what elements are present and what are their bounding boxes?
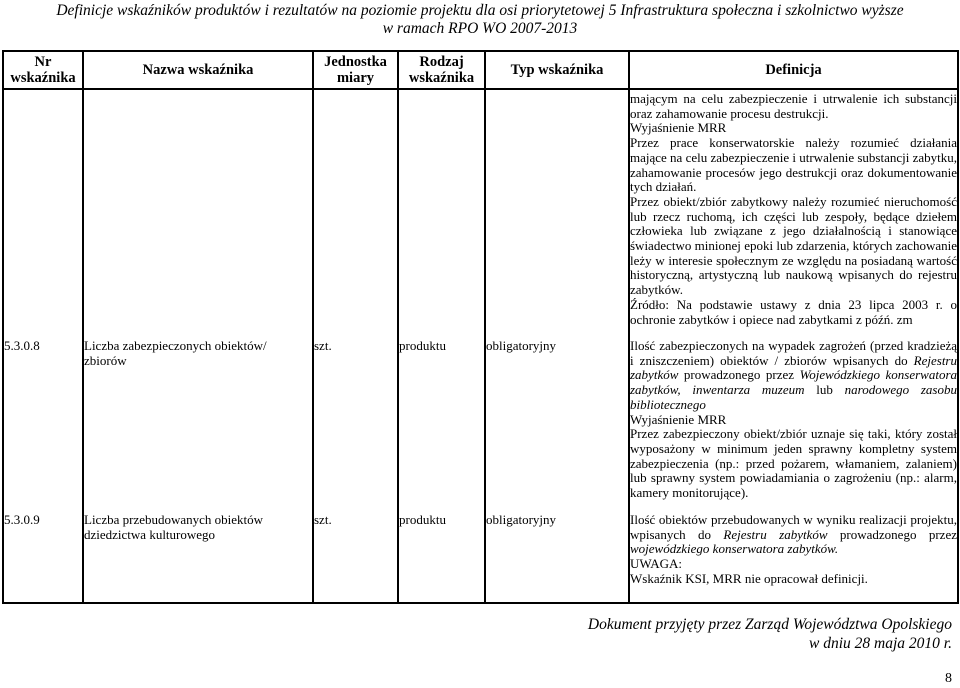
col-type: Typ wskaźnika (485, 51, 629, 89)
def-text-a: Ilość zabezpieczonych na wypadek zagrożeń (przed kradzieżą i zniszczeniem) obiektów / zbiorów wpisanych do (630, 338, 957, 368)
def-text-b: prowadzonego przez (678, 367, 800, 383)
continuation-explanation-label: Wyjaśnienie MRR (630, 120, 727, 136)
table-header-row (3, 51, 958, 89)
table-row-continuation (3, 89, 958, 339)
def-text-a-italic: Rejestru zabytków (630, 352, 957, 383)
continuation-source: Źródło: Na podstawie ustawy z dnia 23 lipca 2003 r. o ochronie zabytków i opiece nad zabytkami z późń. zm (630, 296, 957, 327)
continuation-text-1: mającym na celu zabezpieczenie i utrwalenie ich substancji oraz zahamowanie procesu destrukcji. (630, 91, 957, 121)
col-kind: Rodzaj wskaźnika (398, 51, 485, 89)
row-kind: produktu (398, 339, 485, 513)
def-text-c: lub (804, 382, 845, 398)
def-note: Wskaźnik KSI, MRR nie opracował definicji. (630, 570, 868, 586)
def-warning-label: UWAGA: (630, 556, 682, 572)
row-unit: szt. (313, 339, 398, 513)
row-type: obligatoryjny (485, 513, 629, 603)
header-line-1: Definicje wskaźników produktów i rezultatów na poziomie projektu dla osi priorytetowej 5 Infrastruktura społeczna i szkolnictwo wyższe (56, 2, 904, 19)
definition-continuation (629, 89, 958, 339)
col-nr: Nr wskaźnika (3, 51, 83, 89)
def-explanation-text: Przez zabezpieczony obiekt/zbiór uznaje się taki, który został wyposażony w minimum jeden sprawny kompletny system zabezpieczenia (np.: przed pożarem, włamaniem, zalaniem) lub sprawny system powiadamiania o zagrożeniu (np.: alarm, kamery monitorujące). (630, 426, 957, 501)
footer-line-1: Dokument przyjęty przez Zarząd Województwa Opolskiego (587, 616, 952, 633)
row-type: obligatoryjny (485, 339, 629, 513)
col-unit: Jednostka miary (313, 51, 398, 89)
document-header (0, 2, 960, 38)
def-text-b-italic: wojewódzkiego konserwatora zabytków. (630, 541, 839, 557)
def-text-b-italic: Wojewódzkiego konserwatora zabytków, inwentarza muzeum (630, 367, 958, 398)
continuation-text-3: Przez obiekt/zbiór zabytkowy należy rozumieć nieruchomość lub rzecz ruchomą, ich części lub zespoły, będące dziełem człowieka lub związane z jego działalnością i stanowiące świadectwo minionej epoki lub zdarzenia, których zachowanie leży w interesie społecznym ze względu na posiadaną wartość historyczną, artystyczną lub naukową wpisanych do rejestru zabytków. (630, 193, 957, 298)
indicators-table (2, 50, 959, 604)
row-kind: produktu (398, 513, 485, 603)
row-unit: szt. (313, 513, 398, 603)
def-text-a-italic: Rejestru zabytków (723, 526, 828, 542)
footer-line-2: w dniu 28 maja 2010 r. (809, 635, 952, 652)
row-nr: 5.3.0.9 (3, 513, 83, 603)
document-footer (588, 615, 952, 653)
col-name: Nazwa wskaźnika (83, 51, 313, 89)
page-number: 8 (945, 671, 952, 686)
col-definition: Definicja (629, 51, 958, 89)
continuation-text-2: Przez prace konserwatorskie należy rozumieć działania mające na celu zabezpieczenie i utrwalenie substancji zabytku, zahamowanie procesów jego destrukcji oraz dokumentowanie tych działań. (630, 135, 957, 195)
header-line-2: w ramach RPO WO 2007-2013 (382, 20, 578, 37)
def-explanation-label: Wyjaśnienie MRR (630, 411, 727, 427)
row-name: Liczba zabezpieczonych obiektów/ zbiorów (83, 339, 313, 513)
row-name: Liczba przebudowanych obiektów dziedzictwa kulturowego (83, 513, 313, 603)
def-text-a: Ilość obiektów przebudowanych w wyniku realizacji projektu, wpisanych do (630, 512, 957, 542)
row-definition (629, 513, 958, 603)
def-text-b: prowadzonego przez (827, 526, 957, 542)
row-definition (629, 339, 958, 513)
def-text-c-italic: narodowego zasobu bibliotecznego (630, 382, 957, 412)
table-row (3, 339, 958, 513)
table-row (3, 513, 958, 603)
row-nr: 5.3.0.8 (3, 339, 83, 513)
